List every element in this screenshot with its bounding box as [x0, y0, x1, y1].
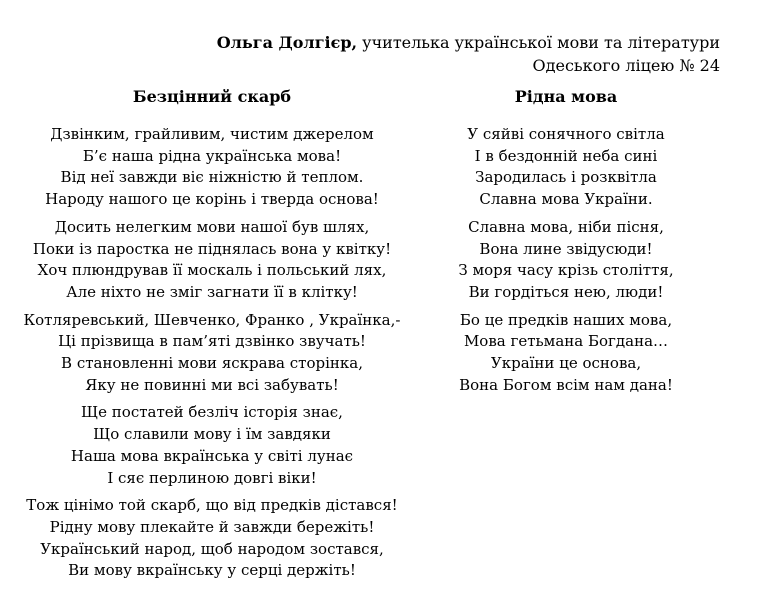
poem-line: В становленні мови яскрава сторінка, [61, 354, 363, 373]
poem-line: Хоч плюндрував її москаль і польський лях, [37, 261, 387, 280]
poem-line: Рідну мову плекайте й завжди бережіть! [49, 517, 375, 536]
poem-line: Ви мову вкраїнську у серці держіть! [68, 561, 356, 580]
poem-line: Ці прізвища в пам’яті дзвінко звучать! [58, 332, 366, 351]
poem-stanza [15, 495, 409, 582]
poem-line: Тож цінімо той скарб, що від предків дістався! [26, 496, 398, 515]
poem-stanza [420, 217, 712, 304]
poem-line: І в бездонній неба сині [474, 146, 658, 165]
author-header [217, 31, 720, 77]
poem-left-body [15, 124, 409, 582]
poem-left-title: Безцінний скарб [132, 87, 292, 106]
poem-line: Славна мова України. [479, 190, 653, 209]
poem-line: Український народ, щоб народом зостався, [40, 539, 384, 558]
poem-line: Народу нашого це корінь і тверда основа! [45, 190, 379, 209]
poem-line: І сяє перлиною довгі віки! [107, 468, 317, 487]
poem-line: Мова гетьмана Богдана… [463, 332, 669, 351]
poem-line: Вона Богом всім нам дана! [459, 375, 673, 394]
poem-stanza [420, 310, 712, 397]
poem-line: З моря часу крізь століття, [458, 261, 674, 280]
poem-line: Поки із паростка не піднялась вона у квітку! [32, 239, 392, 258]
poem-line: Яку не повинні ми всі забувать! [85, 375, 339, 394]
poem-line: Славна мова, ніби пісня, [468, 217, 664, 236]
poem-line: Вона лине звідусюди! [479, 239, 653, 258]
poem-stanza [15, 124, 409, 211]
poem-line: Б’є наша рідна українська мова! [82, 146, 342, 165]
poem-right-body [420, 124, 712, 396]
poem-right-title: Рідна мова [514, 87, 618, 106]
author-name: Ольга Долгієр, [216, 33, 358, 52]
author-role: учителька української мови та літератури [357, 33, 720, 52]
poem-line: Досить нелегким мови нашої був шлях, [54, 217, 370, 236]
poem-line: У сяйві сонячного світла [467, 125, 665, 143]
poem-line: Від неї завжди віє ніжністю й теплом. [60, 168, 364, 187]
poem-stanza [15, 310, 409, 397]
poem-stanza [420, 124, 712, 211]
school-line: Одеського ліцею № 24 [532, 56, 720, 75]
poem-line: Що славили мову і їм завдяки [93, 425, 331, 444]
poem-line: Дзвінким, грайливим, чистим джерелом [50, 125, 374, 143]
poem-line: Наша мова вкраїнська у світі лунає [70, 446, 354, 465]
poem-left [15, 86, 409, 588]
author-line [217, 31, 720, 54]
poem-line: Зародилась і розквітла [475, 168, 657, 187]
poem-line: Котляревський, Шевченко, Франко , Українка,- [23, 310, 401, 329]
poem-line: Але ніхто не зміг загнати її в клітку! [66, 282, 358, 301]
poem-stanza [15, 402, 409, 489]
poem-stanza [15, 217, 409, 304]
poem-line: Бо це предків наших мова, [459, 310, 673, 329]
poem-line: Ви гордіться нею, люди! [468, 282, 664, 301]
poem-line: Ще постатей безліч історія знає, [81, 403, 343, 422]
poem-right [420, 86, 712, 402]
poem-line: України це основа, [490, 354, 642, 373]
